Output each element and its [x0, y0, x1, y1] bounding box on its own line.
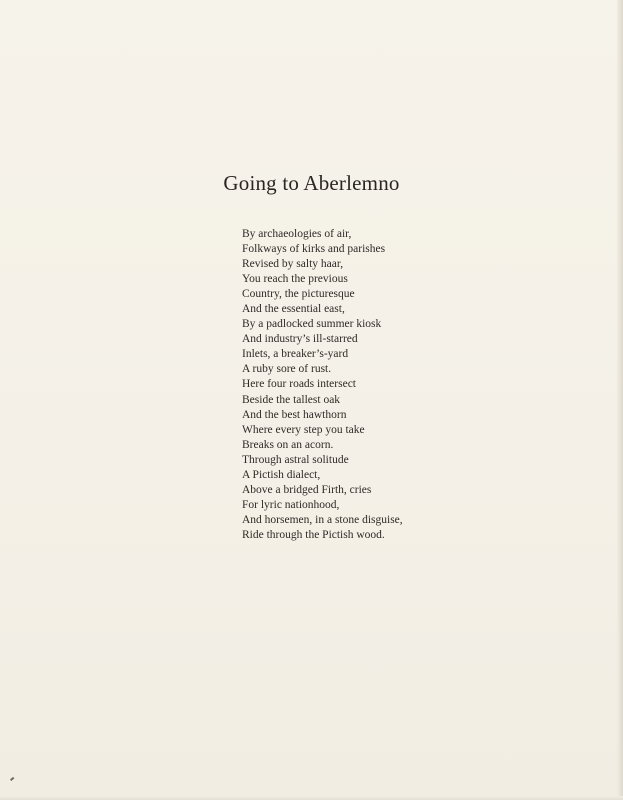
poem-line: You reach the previous: [242, 273, 348, 286]
poem-body: [242, 227, 502, 543]
poem-line: A ruby sore of rust.: [242, 363, 332, 376]
poem-line: Folkways of kirks and parishes: [242, 243, 386, 256]
poem-line: And the best hawthorn: [242, 408, 347, 421]
poem-title: Going to Aberlemno: [223, 171, 400, 195]
poem-line: Where every step you take: [242, 423, 365, 436]
poem-line: And the essential east,: [242, 303, 345, 316]
page-edge-bottom: [0, 796, 623, 800]
pencil-mark: [10, 777, 14, 781]
poem-line: Above a bridged Firth, cries: [242, 483, 372, 496]
poem-line: Inlets, a breaker’s-yard: [242, 348, 349, 361]
poem-line: And industry’s ill-starred: [242, 333, 358, 346]
poem-line: Breaks on an acorn.: [242, 438, 334, 451]
poem-line: Through astral solitude: [242, 453, 349, 466]
poem-line: For lyric nationhood,: [242, 498, 340, 511]
poem-line: And horsemen, in a stone disguise,: [242, 513, 403, 526]
poem-line: A Pictish dialect,: [242, 468, 321, 481]
page-edge-right: [617, 0, 623, 800]
poem-line: By a padlocked summer kiosk: [242, 318, 382, 331]
poem-line: Revised by salty haar,: [242, 258, 344, 271]
poem-line: Country, the picturesque: [242, 288, 355, 301]
poem-line: Ride through the Pictish wood.: [242, 528, 385, 541]
poem-line: Here four roads intersect: [242, 378, 356, 391]
poem-line: By archaeologies of air,: [242, 228, 352, 240]
poem-line: Beside the tallest oak: [242, 393, 341, 406]
